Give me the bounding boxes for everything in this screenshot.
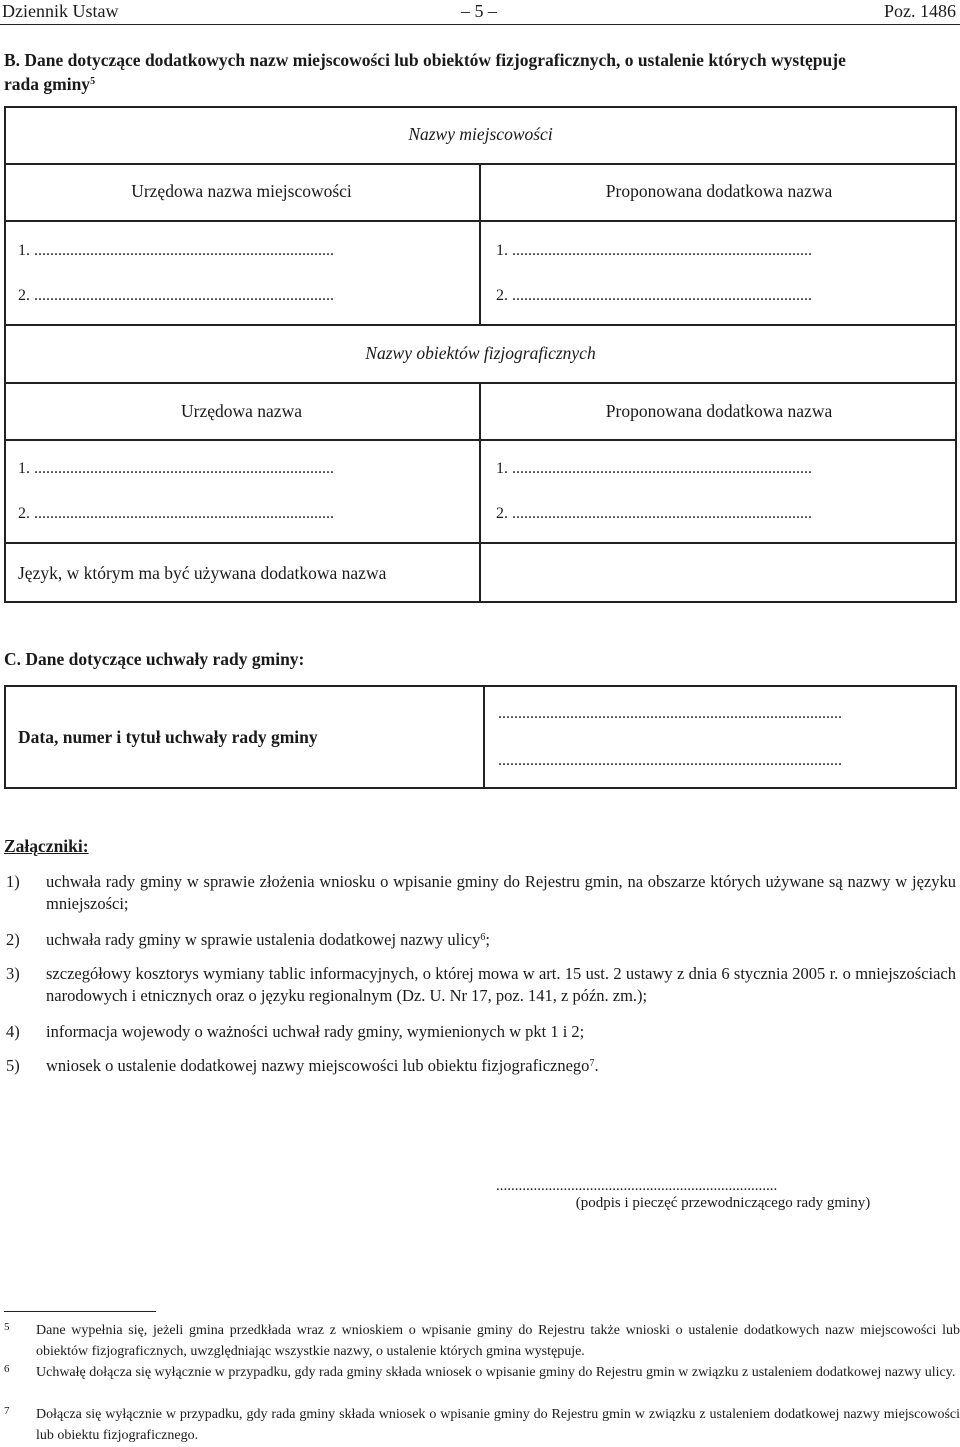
footnote-6 — [4, 1362, 958, 1404]
official-physio-header: Urzędowa nazwa — [181, 401, 302, 421]
official-locality-field-2[interactable]: 2. ........................................................................... — [18, 287, 334, 304]
attachment-item — [6, 929, 956, 953]
footnote-separator — [4, 1311, 156, 1312]
footnote-7 — [4, 1404, 958, 1446]
attachment-tail: ; — [485, 930, 490, 949]
section-c-title: C. Dane dotyczące uchwały rady gminy: — [4, 649, 305, 669]
attachment-number: 5) — [6, 1056, 20, 1075]
official-locality-header: Urzędowa nazwa miejscowości — [131, 181, 352, 201]
attachment-number: 3) — [6, 964, 20, 983]
section-b-title — [4, 48, 958, 96]
attachment-item — [6, 871, 956, 917]
attachment-text: informacja wojewody o ważności uchwał rady gminy, wymienionych w pkt 1 i 2; — [46, 1022, 585, 1041]
proposed-physio-field-2[interactable]: 2. ........................................................................... — [496, 505, 812, 522]
section-b-title-line2 — [4, 72, 958, 96]
footnote-ref-6: 6 — [480, 932, 486, 943]
attachment-item — [6, 963, 956, 1009]
proposed-locality-field-1[interactable]: 1. ........................................................................... — [496, 242, 812, 259]
language-field[interactable] — [483, 545, 955, 601]
attachment-text: uchwała rady gminy w sprawie złożenia wniosku o wpisanie gminy do Rejestru gmin, na obszarze których używane są nazwy w języku mniejszości; — [46, 872, 956, 913]
attachment-text-wrap — [46, 1055, 956, 1077]
footnote-number: 5 — [4, 1321, 10, 1333]
attachment-text: szczegółowy kosztorys wymiany tablic informacyjnych, o której mowa w art. 15 ust. 2 ustawy z dnia 6 stycznia 2005 r. o mniejszościach narodowych i etnicznych oraz o języku regionalnym (Dz. U. Nr 17, poz. 141, z późn. zm.); — [46, 964, 956, 1005]
language-label: Język, w którym ma być używana dodatkowa nazwa — [18, 563, 387, 583]
resolution-field-line-2[interactable]: ...................................................................................... — [498, 752, 842, 769]
section-b-title-line1: B. Dane dotyczące dodatkowych nazw miejscowości lub obiektów fizjograficznych, o ustalenie których występuje — [4, 50, 846, 70]
page-header — [0, 0, 960, 25]
column-divider — [483, 685, 485, 789]
journal-title: Dziennik Ustaw — [2, 1, 119, 21]
section-b-title-line2-text: rada gminy — [4, 74, 91, 94]
footnote-text: Dołącza się wyłącznie w przypadku, gdy rada gminy składa wniosek o wpisanie gminy do Rejestru gmin w związku z ustaleniem dodatkowej nazwy miejscowości lub obiektu fizjograficznego. — [36, 1407, 960, 1443]
attachment-text: uchwała rady gminy w sprawie ustalenia dodatkowej nazwy ulicy — [46, 930, 481, 949]
attachment-item — [6, 1055, 956, 1079]
proposed-physio-field-1[interactable]: 1. ........................................................................... — [496, 460, 812, 477]
proposed-locality-field-2[interactable]: 2. ........................................................................... — [496, 287, 812, 304]
signature-field[interactable]: ........................................................................... — [496, 1178, 778, 1194]
official-physio-field-1[interactable]: 1. ........................................................................... — [18, 460, 334, 477]
localities-heading: Nazwy miejscowości — [408, 124, 553, 144]
footnote-text: Dane wypełnia się, jeżeli gmina przedkłada wraz z wnioskiem o wpisanie gminy do Rejestru także wnioski o ustalenie dodatkowych nazw miejscowości lub obiektów fizjograficznych, uwzględniając wszystkie nazwy, o ustalenie których gmina występuje. — [36, 1323, 960, 1359]
attachment-item — [6, 1021, 956, 1045]
official-physio-field-2[interactable]: 2. ........................................................................... — [18, 505, 334, 522]
proposed-physio-header: Proponowana dodatkowa nazwa — [605, 401, 833, 421]
attachment-number: 2) — [6, 930, 20, 949]
page-number: – 5 – — [461, 1, 497, 21]
attachment-number: 1) — [6, 872, 20, 891]
official-locality-field-1[interactable]: 1. ........................................................................... — [18, 242, 334, 259]
attachment-text: wniosek o ustalenie dodatkowej nazwy miejscowości lub obiektu fizjograficznego — [46, 1056, 590, 1075]
resolution-label: Data, numer i tytuł uchwały rady gminy — [18, 727, 318, 747]
attachment-tail: . — [594, 1056, 599, 1075]
footnote-number: 7 — [4, 1405, 10, 1417]
physio-heading: Nazwy obiektów fizjograficznych — [365, 343, 596, 363]
footnote-5 — [4, 1320, 958, 1362]
footnote-number: 6 — [4, 1363, 10, 1375]
footnote-ref-7: 7 — [589, 1058, 595, 1069]
position-number: Poz. 1486 — [884, 1, 956, 21]
attachment-number: 4) — [6, 1022, 20, 1041]
resolution-field-line-1[interactable]: ...................................................................................... — [498, 705, 842, 722]
attachment-text-wrap — [46, 929, 956, 951]
footnote-text: Uchwałę dołącza się wyłącznie w przypadku, gdy rada gminy składa wniosek o wpisanie gminy do Rejestru gmin w związku z ustaleniem dodatkowej nazwy ulicy. — [36, 1365, 956, 1380]
signature-caption: (podpis i pieczęć przewodniczącego rady gminy) — [575, 1195, 871, 1211]
footnote-ref-5: 5 — [90, 76, 96, 87]
attachments-heading: Załączniki: — [4, 836, 89, 856]
proposed-locality-header: Proponowana dodatkowa nazwa — [605, 181, 833, 201]
